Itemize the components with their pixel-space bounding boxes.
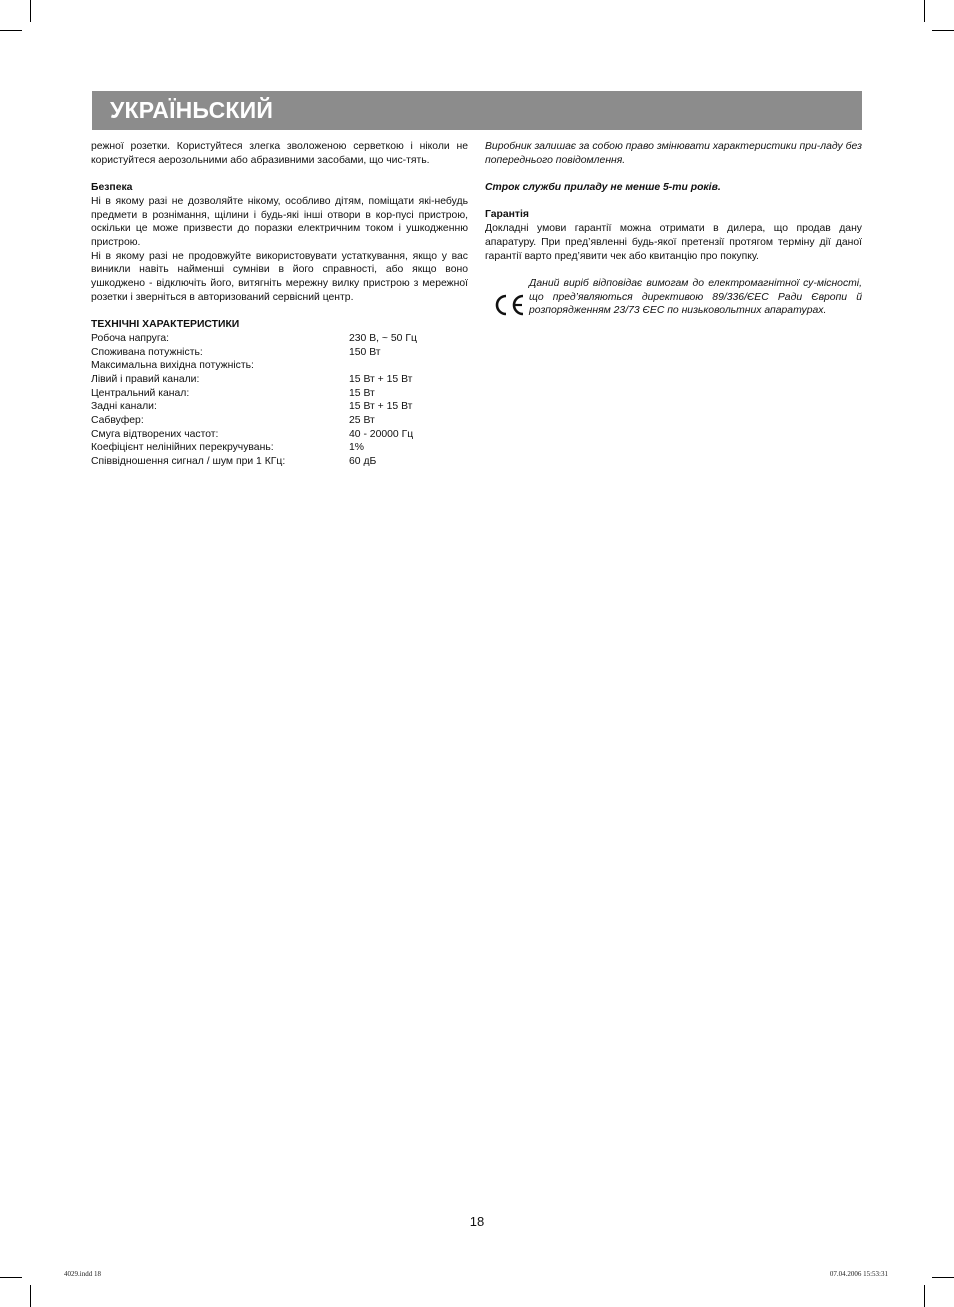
spec-label: Сабвуфер:	[91, 414, 144, 426]
page-title: УКРАЇНЬСКИЙ	[110, 97, 274, 123]
ce-compliance-block	[485, 277, 862, 332]
spec-value: 60 дБ	[349, 456, 377, 467]
spec-label: Лівий і правий канали:	[91, 373, 200, 385]
spec-value: 15 Вт	[349, 387, 375, 399]
crop-mark	[924, 1285, 925, 1307]
service-life-note: Строк служби приладу не менше 5-ти років.	[485, 182, 721, 194]
crop-mark	[0, 30, 22, 31]
spec-label: Задні канали:	[91, 401, 157, 413]
language-header-bar	[92, 91, 862, 130]
spec-row	[91, 400, 468, 414]
right-column	[485, 140, 862, 332]
spec-value: 40 - 20000 Гц	[349, 428, 414, 440]
spec-row	[91, 428, 468, 442]
ce-compliance-text: Даний виріб відповідає вимогам до електромагнітної су-місності, що пред’являються директивою 89/336/ЄЕС Ради Європи й розпорядженням 23/73 ЄЕС по низьковольтних апаратурах.	[529, 277, 862, 317]
safety-heading: Безпека	[91, 182, 133, 194]
left-column	[91, 140, 468, 469]
spec-label: Центральний канал:	[91, 387, 190, 399]
spec-label: Співвідношення сигнал / шум при 1 КГц:	[91, 456, 286, 467]
spec-value: 230 В, ~ 50 Гц	[349, 332, 417, 344]
spec-value: 15 Вт + 15 Вт	[349, 401, 413, 413]
spec-row	[91, 332, 468, 346]
spec-row	[91, 359, 468, 373]
spec-value: 25 Вт	[349, 414, 375, 426]
spec-row	[91, 373, 468, 387]
spec-row	[91, 455, 468, 469]
crop-mark	[924, 0, 925, 22]
ce-mark-icon	[485, 277, 529, 332]
crop-mark	[932, 30, 954, 31]
warranty-heading: Гарантія	[485, 209, 529, 221]
spec-label: Смуга відтворених частот:	[91, 428, 219, 440]
safety-paragraph-2: Ні в якому разі не продовжуйте використовувати устаткування, якщо у вас виникли навіть найменші сумніви в його справності, або якщо воно ушкоджено - відключіть його, витягніть мережну вилку пристрою з мережної розетки і зверніться в авторизований сервісний центр.	[91, 250, 468, 303]
spec-row	[91, 387, 468, 401]
footer-timestamp: 07.04.2006 15:53:31	[829, 1270, 888, 1278]
spec-value: 1%	[349, 442, 365, 454]
specs-table	[91, 332, 468, 469]
spec-label: Коефіцієнт нелінійних перекручувань:	[91, 442, 274, 454]
crop-mark	[932, 1277, 954, 1278]
ce-mark-icon	[492, 293, 526, 317]
page-number: 18	[469, 1214, 485, 1229]
crop-mark	[0, 1277, 22, 1278]
spec-label: Максимальна вихідна потужність:	[91, 360, 254, 372]
spec-value: 15 Вт + 15 Вт	[349, 373, 413, 385]
crop-mark	[30, 0, 31, 22]
spec-row	[91, 346, 468, 360]
spec-label: Споживана потужність:	[91, 346, 203, 358]
footer-file-info: 4029.indd 18	[64, 1270, 101, 1278]
spec-label: Робоча напруга:	[91, 332, 170, 344]
specs-heading: ТЕХНІЧНІ ХАРАКТЕРИСТИКИ	[91, 319, 240, 331]
intro-paragraph: режної розетки. Користуйтеся злегка зволоженою серветкою і ніколи не користуйтеся аерозольними або абразивними засобами, що чис-тять.	[91, 141, 468, 166]
spec-row	[91, 441, 468, 455]
warranty-text: Докладні умови гарантії можна отримати в дилера, що продав дану апаратуру. При пред’явленні будь-якої претензії протягом терміну дії даної гарантії варто пред’явити чек або квитанцію про покупку.	[485, 223, 862, 262]
spec-value: 150 Вт	[349, 346, 381, 358]
crop-mark	[30, 1285, 31, 1307]
safety-paragraph-1: Ні в якому разі не дозволяйте нікому, особливо дітям, поміщати які-небудь предмети в рознімання, щілини і будь-які інші отвори в кор-пусі пристрою, оскільки це може призвести до поразки електричним током і ушкодженню пристрою.	[91, 195, 468, 248]
spec-row	[91, 414, 468, 428]
manufacturer-note: Виробник залишає за собою право змінювати характеристики при-ладу без попереднього повідомлення.	[485, 141, 862, 166]
